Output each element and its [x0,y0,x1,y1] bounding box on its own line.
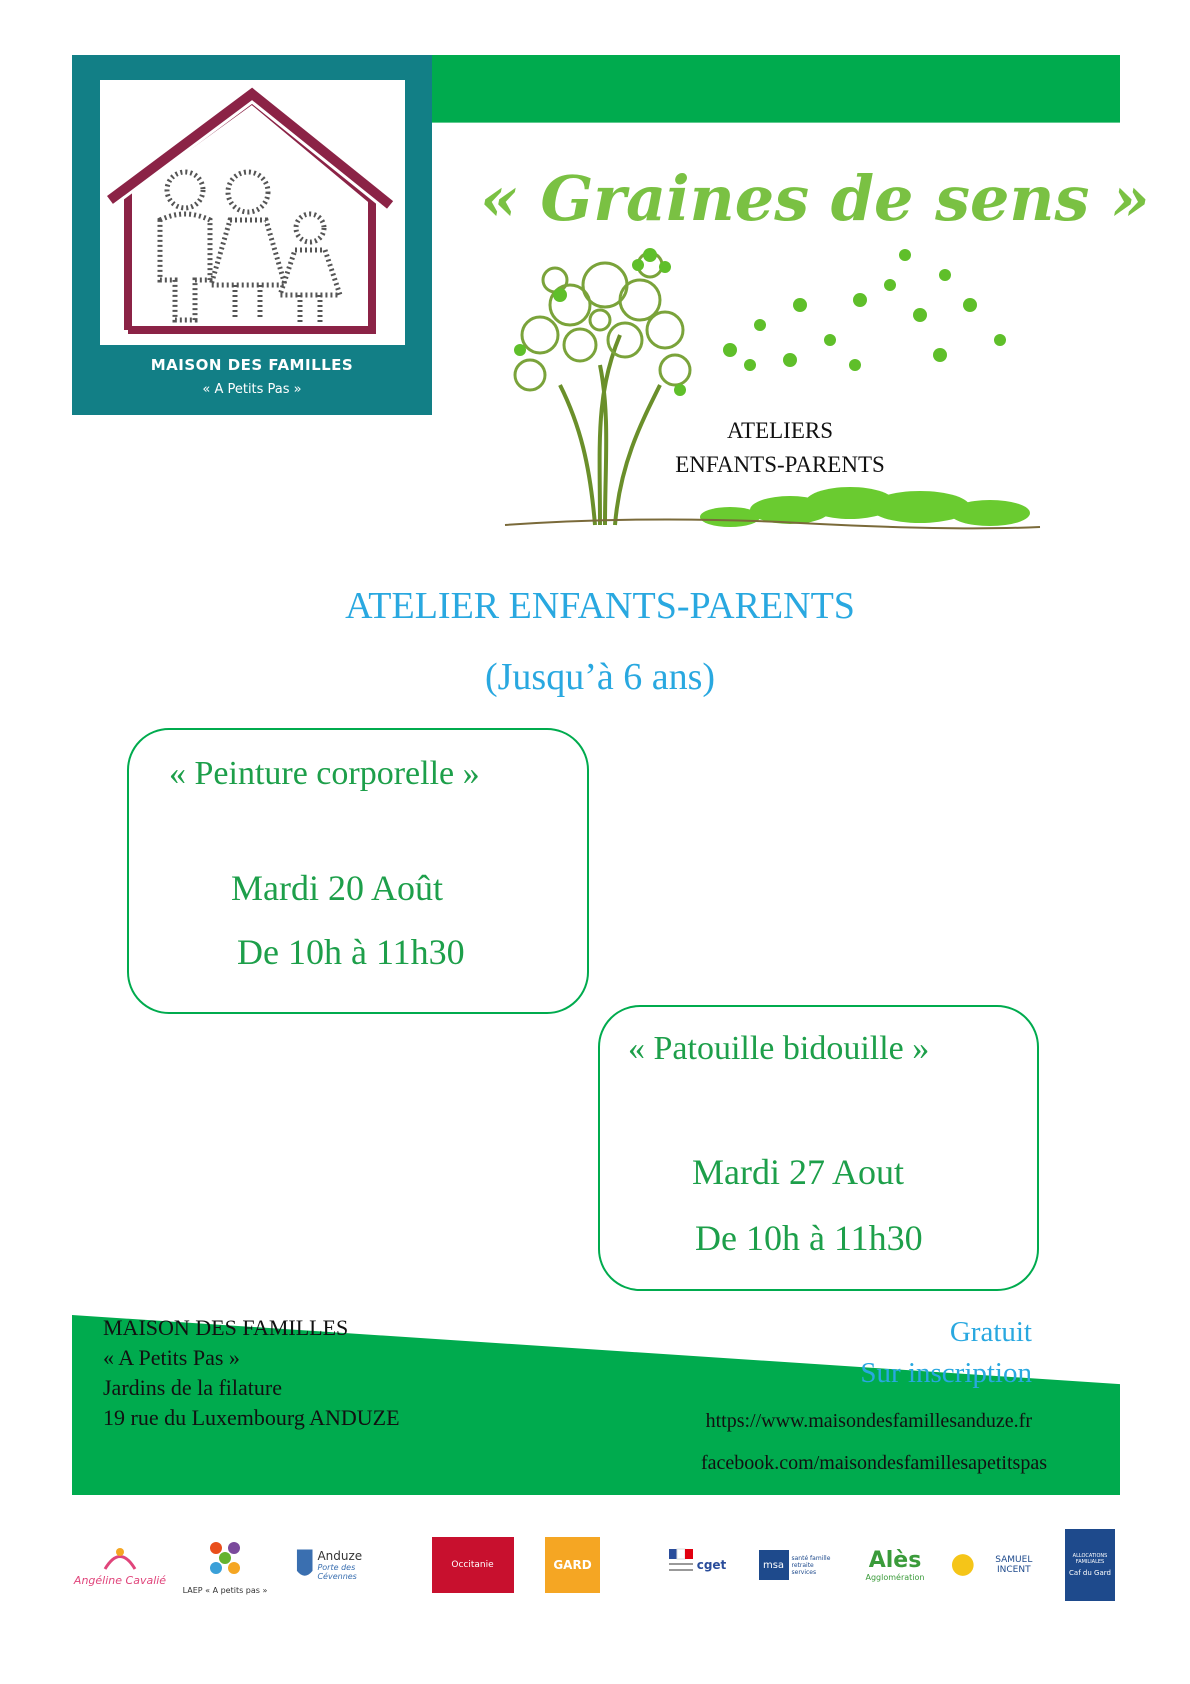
price-label: Gratuit [949,1316,1032,1348]
headline: « Graines de sens » [480,162,1150,235]
caf-sub: Caf du Gard [1069,1569,1111,1577]
event-card-2 [598,1005,1039,1291]
address-line1: MAISON DES FAMILLES [103,1315,349,1340]
tree-illustration-icon [500,245,1045,540]
msa-sub: santé famille retraite services [791,1554,831,1576]
tree-caption-line2: ENFANTS-PARENTS [675,452,885,477]
sponsor-angeline [70,1520,170,1610]
laep-text: LAEP « A petits pas » [182,1585,268,1595]
anduze-text: Anduze [317,1549,363,1563]
anduze-sub: Porte des Cévennes [317,1563,357,1581]
tree-caption-line1: ATELIERS [726,418,834,443]
occitanie-logo [432,1537,514,1593]
address-line4: 19 rue du Luxembourg ANDUZE [103,1405,400,1430]
sponsor-logos [70,1520,1120,1620]
sponsor-cget [660,1520,735,1610]
atelier-title: ATELIER ENFANTS-PARENTS [345,585,855,627]
ales-text: Alès [868,1548,922,1573]
event-1-time: De 10h à 11h30 [237,932,465,972]
event-2-time: De 10h à 11h30 [695,1218,923,1258]
event-1-title: « Peinture corporelle » [169,755,480,792]
anduze-crest-icon [295,1547,314,1583]
gard-text: GARD [553,1558,592,1572]
sponsor-msa [755,1520,835,1610]
laep-logo-icon [204,1536,246,1586]
sponsor-ales [850,1520,940,1610]
age-note: (Jusqu’à 6 ans) [484,656,716,698]
event-1-date: Mardi 20 Août [231,868,443,908]
caf-text: ALLOCATIONS FAMILIALES [1072,1553,1108,1565]
sponsor-caf [1060,1520,1120,1610]
angeline-text: Angéline Cavalié [73,1573,167,1587]
logo-subtitle: « A Petits Pas » [202,382,302,397]
cget-text: cget [696,1558,727,1572]
facebook-link[interactable]: facebook.com/maisondesfamillesapetitspas [700,1452,1047,1474]
event-2-title: « Patouille bidouille » [628,1030,930,1067]
samuel-icon [950,1550,976,1580]
logo-title: MAISON DES FAMILLES [150,356,354,374]
registration-label: Sur inscription [860,1357,1032,1389]
occitanie-text: Occitanie [451,1560,494,1570]
address-line2: « A Petits Pas » [103,1345,240,1370]
event-card-1 [127,728,589,1014]
address-line3: Jardins de la filature [103,1375,282,1400]
gard-logo [545,1537,600,1593]
address-block [103,1313,400,1433]
angeline-logo-icon [100,1544,140,1574]
sponsor-gard [540,1520,605,1610]
sponsor-laep [175,1520,275,1610]
msa-text: msa [762,1559,785,1571]
sponsor-anduze [295,1520,395,1610]
event-2-date: Mardi 27 Aout [692,1152,904,1192]
msa-logo [759,1550,789,1580]
samuel-text: SAMUEL INCENT [995,1555,1033,1575]
house-logo-icon [100,80,405,345]
sponsor-samuel [950,1520,1050,1610]
caf-logo [1065,1529,1115,1601]
sponsor-occitanie [430,1520,515,1610]
website-link[interactable]: https://www.maisondesfamillesanduze.fr [705,1410,1032,1432]
marianne-icon [669,1545,693,1585]
tree-caption [630,414,930,482]
ales-sub: Agglomération [865,1573,925,1582]
